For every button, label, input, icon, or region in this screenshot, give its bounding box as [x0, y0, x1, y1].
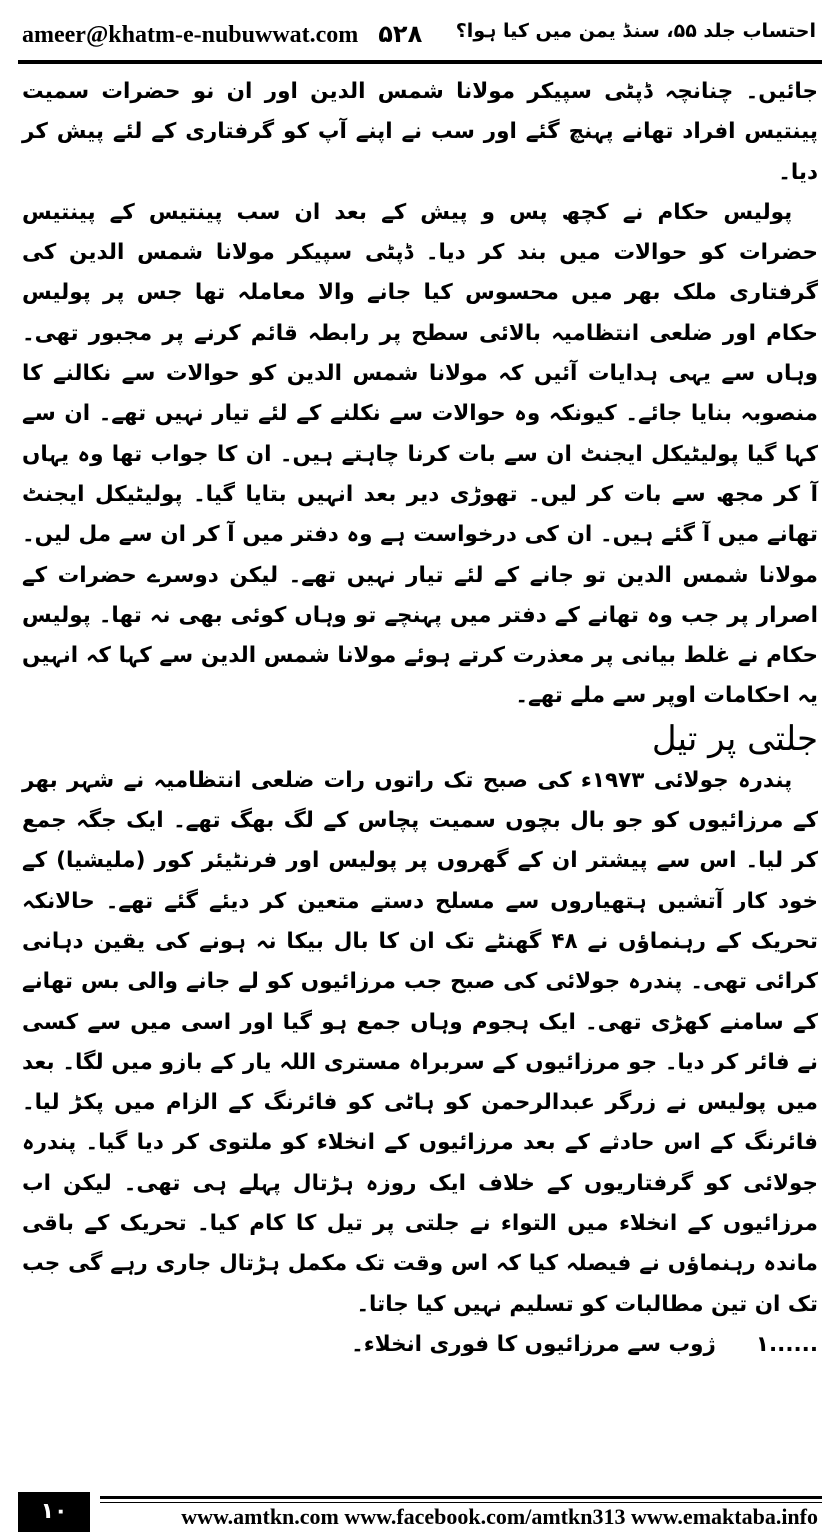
- header-email: ameer@khatm-e-nubuwwat.com: [22, 22, 359, 48]
- list-item: [22, 1325, 818, 1365]
- header-title: احتساب جلد ۵۵، سنڈ یمن میں کیا ہوا؟: [455, 20, 816, 42]
- page-footer: [18, 1492, 822, 1532]
- list-item-number: ۱......: [755, 1331, 818, 1357]
- paragraph-1: جائیں۔ چنانچہ ڈپٹی سپیکر مولانا شمس الدین اور ان نو حضرات سمیت پینتیس افراد تھانے پہنچ گئے اور سب نے اپنے آپ کو گرفتاری کے لئے پیش کر دیا۔: [22, 79, 818, 185]
- article-body: [22, 72, 818, 1365]
- section-heading: جلتی پر تیل: [651, 718, 818, 759]
- footer-rule-thin: [100, 1502, 822, 1503]
- paragraph-2: پولیس حکام نے کچھ پس و پیش کے بعد ان سب پینتیس کے پینتیس حضرات کو حوالات میں بند کر دیا۔ ڈپٹی سپیکر مولانا شمس الدین کی گرفتاری ملک بھر میں محسوس کیا جانے والا معاملہ تھا جس پر پولیس حکام اور ضلعی انتظامیہ بالائی سطح پر رابطہ قائم کرنے پر مجبور تھی۔ وہاں سے یہی ہدایات آئیں کہ مولانا شمس الدین کو حوالات سے نکالنے کا منصوبہ بنایا جائے۔ کیونکہ وہ حوالات سے نکلنے کے لئے تیار نہیں تھے۔ ان سے کہا گیا پولیٹیکل ایجنٹ ان سے بات کرنا چاہتے ہیں۔ ان کا جواب تھا وہ یہاں آ کر مجھ سے بات کر لیں۔ تھوڑی دیر بعد انہیں بتایا گیا۔ پولیٹیکل ایجنٹ تھانے میں آ گئے ہیں۔ ان کی درخواست ہے وہ دفتر میں آ کر ان سے مل لیں۔ مولانا شمس الدین تو جانے کے لئے تیار نہیں تھے۔ لیکن دوسرے حضرات کے اصرار پر جب وہ تھانے کے دفتر میں پہنچے تو وہاں کوئی بھی نہ تھا۔ پولیس حکام نے غلط بیانی پر معذرت کرتے ہوئے مولانا شمس الدین سے کہا کہ انہیں یہ احکامات اوپر سے ملے تھے۔: [22, 199, 818, 709]
- header-page-number: ۵۲۸: [378, 20, 423, 48]
- footer-rule-thick: [100, 1496, 822, 1499]
- header-email-block: [22, 20, 422, 49]
- header-divider: [18, 60, 822, 64]
- footer-page-number: ۱۰: [18, 1492, 90, 1532]
- paragraph-3: پندرہ جولائی ۱۹۷۳ء کی صبح تک راتوں رات ضلعی انتظامیہ نے شہر بھر کے مرزائیوں کو جو بال بچوں سمیت پچاس کے لگ بھگ تھے۔ ایک جگہ جمع کر لیا۔ اس سے پیشتر ان کے گھروں پر پولیس اور فرنٹیئر کور (ملیشیا) کے خود کار آتشیں ہتھیاروں سے مسلح دستے متعین کر دیئے گئے تھے۔ حالانکہ تحریک کے رہنماؤں نے ۴۸ گھنٹے تک ان کا بال بیکا نہ ہونے کی یقین دہانی کرائی تھی۔ پندرہ جولائی کی صبح جب مرزائیوں کو لے جانے والی بس تھانے کے سامنے کھڑی تھی۔ ایک ہجوم وہاں جمع ہو گیا اور اسی میں سے کسی نے فائر کر دیا۔ جو مرزائیوں کے سربراہ مستری اللہ یار کے بازو میں لگا۔ بعد میں پولیس نے زرگر عبدالرحمن کو ہاٹی کو فائرنگ کے الزام میں پکڑ لیا۔ فائرنگ کے اس حادثے کے بعد مرزائیوں کے انخلاء کو ملتوی کر دیا گیا۔ پندرہ جولائی کو گرفتاریوں کے خلاف ایک روزہ ہڑتال پہلے ہی تھی۔ لیکن اب مرزائیوں کے انخلاء میں التواء نے جلتی پر تیل کا کام کیا۔ تحریک کے باقی ماندہ رہنماؤں نے فیصلہ کیا کہ اس وقت تک مکمل ہڑتال جاری رہے گی جب تک ان تین مطالبات کو تسلیم نہیں کیا جاتا۔: [22, 767, 818, 1317]
- page-header: [18, 10, 822, 58]
- list-item-text: ژوب سے مرزائیوں کا فوری انخلاء۔: [351, 1331, 716, 1357]
- footer-links: www.amtkn.com www.facebook.com/amtkn313 www.emaktaba.info: [181, 1504, 818, 1529]
